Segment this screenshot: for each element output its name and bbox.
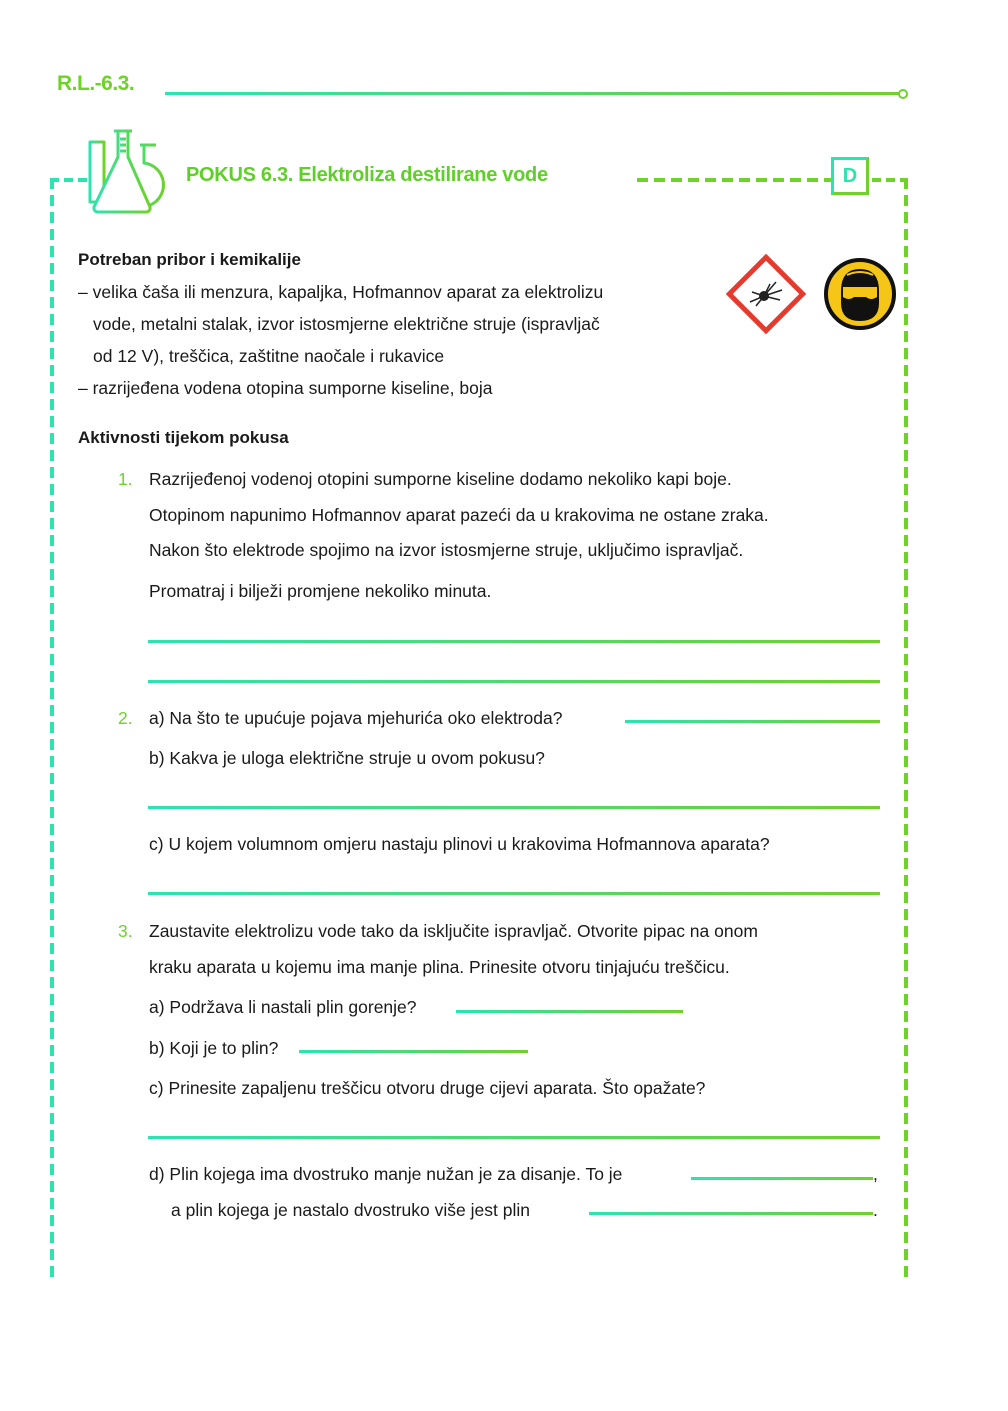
frame-left-dash: [50, 178, 54, 1282]
step-number: 3.: [118, 921, 133, 941]
activities-heading: Aktivnosti tijekom pokusa: [78, 428, 289, 447]
answer-line[interactable]: [625, 720, 880, 723]
step3-question-c: c) Prinesite zapaljenu treščicu otvoru druge cijevi aparata. Što opažate?: [149, 1078, 706, 1098]
explosive-hazard-icon: [726, 254, 806, 334]
frame-top-right-dash: [872, 178, 908, 182]
frame-top-dash: [637, 178, 832, 182]
step3-text: Zaustavite elektrolizu vode tako da isključite ispravljač. Otvorite pipac na onom: [149, 921, 758, 941]
header-rule-end-dot: [898, 89, 908, 99]
answer-line[interactable]: [148, 806, 880, 809]
materials-line: – velika čaša ili menzura, kapaljka, Hofmannov aparat za elektrolizu: [78, 282, 604, 302]
materials-line: od 12 V), treščica, zaštitne naočale i rukavice: [93, 346, 445, 366]
materials-line: – razrijeđena vodena otopina sumporne kiseline, boja: [78, 378, 493, 398]
worksheet-code: R.L.-6.3.: [57, 72, 135, 95]
answer-line[interactable]: [691, 1177, 873, 1180]
step2-question-b: b) Kakva je uloga električne struje u ovom pokusu?: [149, 748, 545, 768]
safety-goggles-icon: [823, 257, 897, 331]
step1-text: Promatraj i bilježi promjene nekoliko minuta.: [149, 581, 492, 601]
step1-text: Otopinom napunimo Hofmannov aparat pazeći da u krakovima ne ostane zraka.: [149, 505, 769, 525]
materials-line: vode, metalni stalak, izvor istosmjerne električne struje (ispravljač: [93, 314, 600, 334]
header-rule: [165, 92, 900, 95]
difficulty-badge: D: [831, 157, 869, 195]
answer-line[interactable]: [148, 680, 880, 683]
answer-line[interactable]: [148, 892, 880, 895]
answer-line[interactable]: [148, 640, 880, 643]
step1-text: Nakon što elektrode spojimo na izvor istosmjerne struje, uključimo ispravljač.: [149, 540, 744, 560]
frame-right-dash: [904, 178, 908, 1282]
answer-line[interactable]: [299, 1050, 528, 1053]
step2-question-c: c) U kojem volumnom omjeru nastaju plinovi u krakovima Hofmannova aparata?: [149, 834, 770, 854]
step-number: 1.: [118, 469, 133, 489]
answer-line[interactable]: [148, 1136, 880, 1139]
answer-line[interactable]: [589, 1212, 873, 1215]
punctuation-comma: ,: [873, 1164, 878, 1184]
step1-text: Razrijeđenoj vodenoj otopini sumporne kiseline dodamo nekoliko kapi boje.: [149, 469, 732, 489]
step3-question-b: b) Koji je to plin?: [149, 1038, 279, 1058]
step2-question-a: a) Na što te upućuje pojava mjehurića oko elektroda?: [149, 708, 563, 728]
lab-flasks-icon: [80, 127, 175, 217]
step-number: 2.: [118, 708, 133, 728]
answer-line[interactable]: [456, 1010, 683, 1013]
step3-text: kraku aparata u kojemu ima manje plina. Prinesite otvoru tinjajuću treščicu.: [149, 957, 730, 977]
step3-question-d-cont: a plin kojega je nastalo dvostruko više jest plin: [171, 1200, 530, 1220]
punctuation-period: .: [873, 1200, 878, 1220]
materials-heading: Potreban pribor i kemikalije: [78, 250, 301, 269]
step3-question-d: d) Plin kojega ima dvostruko manje nužan je za disanje. To je: [149, 1164, 623, 1184]
page-title: POKUS 6.3. Elektroliza destilirane vode: [186, 164, 548, 186]
step3-question-a: a) Podržava li nastali plin gorenje?: [149, 997, 417, 1017]
